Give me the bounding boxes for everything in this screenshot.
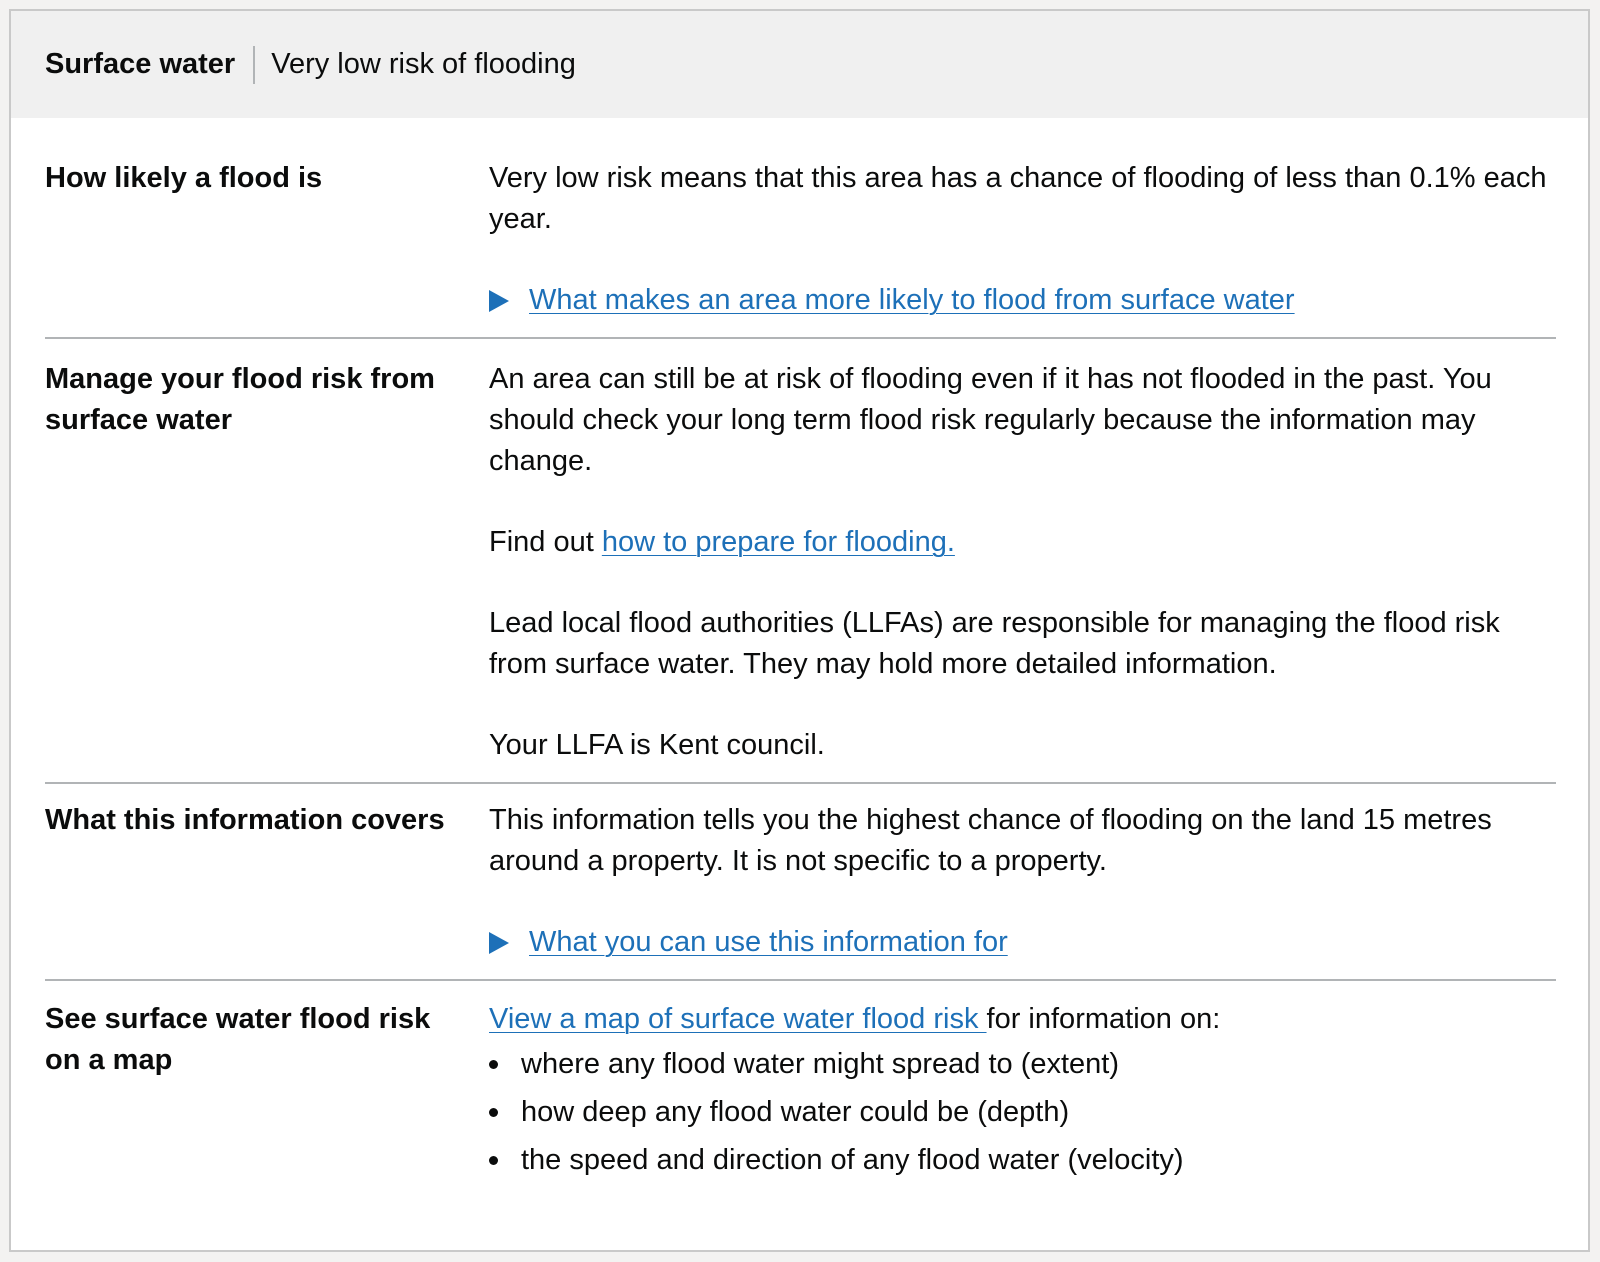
row-value [489,118,1556,337]
details-toggle[interactable] [489,280,1556,321]
prepare-for-flooding-link[interactable]: how to prepare for flooding. [601,526,955,558]
summary-row-manage [45,339,1556,784]
list-item-text: how deep any flood water could be (depth) [521,1096,1070,1128]
list-item-text: the speed and direction of any flood water (velocity) [521,1144,1184,1176]
llfa-name-paragraph: Your LLFA is Kent council. [489,729,825,761]
row-value [489,784,1556,979]
summary-list [11,118,1588,1200]
list-item [489,1088,1556,1136]
summary-row-map [45,981,1556,1200]
manage-paragraph: An area can still be at risk of flooding even if it has not flooded in the past. You should check your long term flood risk regularly because the information may change. [489,363,1492,477]
card-header [11,11,1588,118]
card-title: Surface water [45,48,236,80]
disclosure-triangle-icon[interactable] [489,932,509,954]
prepare-paragraph [489,522,1556,563]
prepare-prefix: Find out [489,526,602,558]
flood-risk-summary-card [9,9,1590,1252]
details-toggle[interactable] [489,922,1556,963]
bullet-icon [489,1156,498,1165]
map-info-list [489,1040,1556,1184]
header-divider [253,46,255,84]
view-map-link[interactable]: View a map of surface water flood risk [489,1003,987,1035]
row-key: What this information covers [45,804,445,836]
row-value [489,339,1556,782]
list-item [489,1136,1556,1184]
coverage-text: This information tells you the highest chance of flooding on the land 15 metres around a property. It is not specific to a property. [489,804,1492,877]
list-item-text: where any flood water might spread to (extent) [521,1048,1120,1080]
map-intro-suffix: for information on: [986,1003,1221,1035]
llfa-paragraph: Lead local flood authorities (LLFAs) are responsible for managing the flood risk from surface water. They may hold more detailed information. [489,607,1500,680]
map-intro [489,999,1556,1040]
risk-level-label: Very low risk of flooding [271,48,576,80]
summary-row-likelihood [45,118,1556,339]
row-key: See surface water flood risk on a map [45,1003,431,1076]
bullet-icon [489,1060,498,1069]
details-summary-link[interactable]: What you can use this information for [529,926,1008,958]
disclosure-triangle-icon[interactable] [489,290,509,312]
list-item [489,1040,1556,1088]
row-key: Manage your flood risk from surface water [45,363,435,436]
row-key: How likely a flood is [45,162,323,194]
likelihood-text: Very low risk means that this area has a chance of flooding of less than 0.1% each year. [489,162,1547,235]
details-summary-link[interactable]: What makes an area more likely to flood from surface water [529,284,1295,316]
row-value [489,981,1556,1200]
bullet-icon [489,1108,498,1117]
summary-row-coverage [45,784,1556,981]
